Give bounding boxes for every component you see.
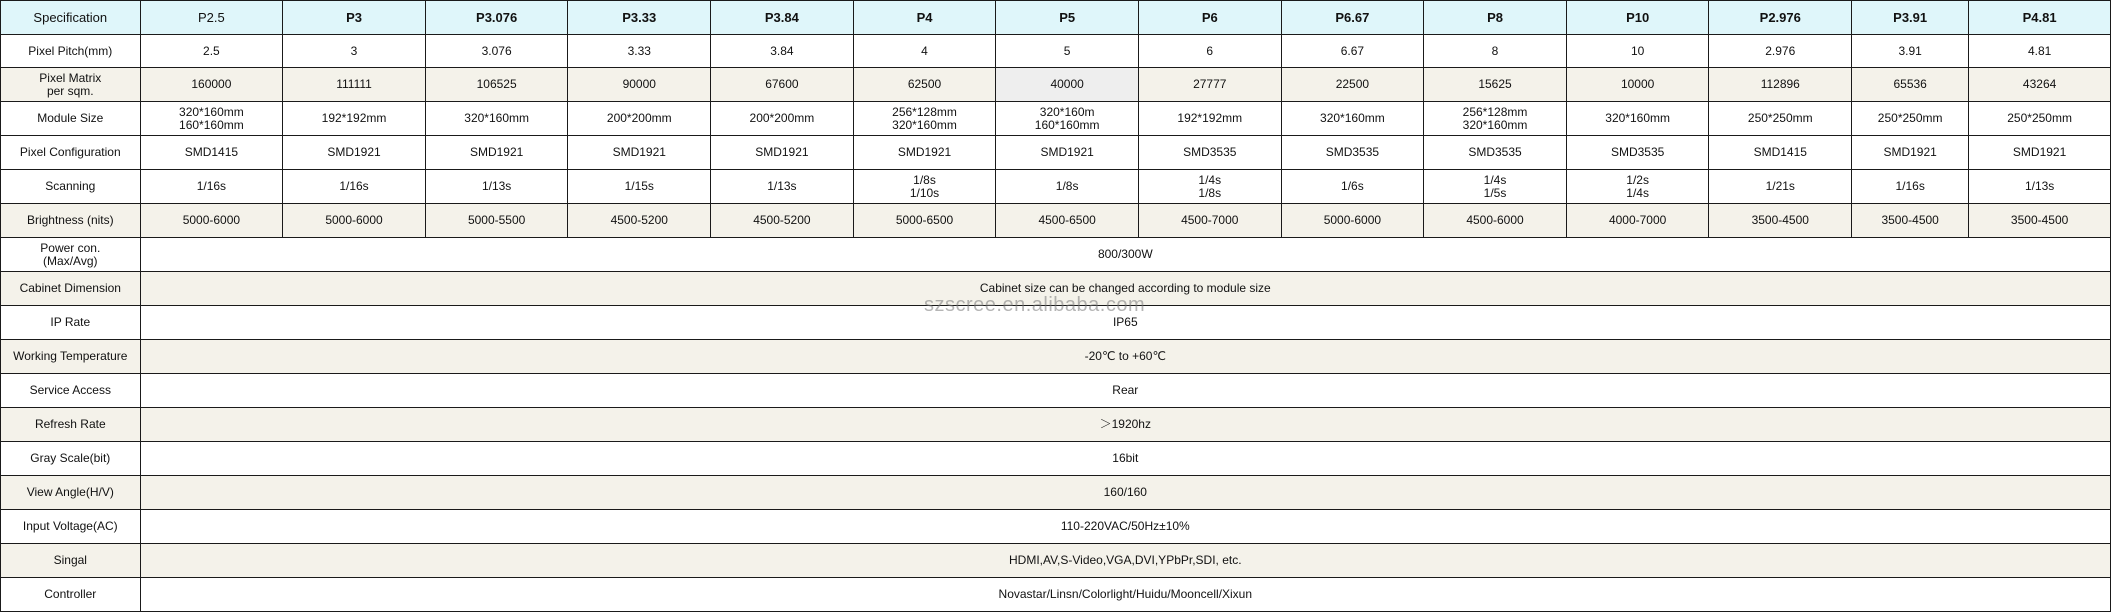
- table-cell: 2.5: [140, 35, 283, 68]
- merged-cell: 800/300W: [140, 238, 2110, 272]
- spec-header-label: Specification: [1, 1, 141, 35]
- table-cell: 6.67: [1281, 35, 1424, 68]
- merged-cell: Rear: [140, 374, 2110, 408]
- row-label: Input Voltage(AC): [1, 510, 141, 544]
- table-cell: 1/6s: [1281, 170, 1424, 204]
- table-cell: 106525: [425, 68, 568, 102]
- cell-line: 1/4s: [1198, 172, 1222, 187]
- table-cell: 4500-5200: [568, 204, 711, 238]
- row-module-size: [1, 102, 2111, 136]
- table-cell: 3.91: [1852, 35, 1969, 68]
- merged-cell: HDMI,AV,S-Video,VGA,DVI,YPbPr,SDI, etc.: [140, 544, 2110, 578]
- cell-line: 1/2s: [1626, 172, 1649, 187]
- table-cell: 22500: [1281, 68, 1424, 102]
- table-cell: SMD1921: [853, 136, 996, 170]
- table-cell: 1/16s: [1852, 170, 1969, 204]
- merged-cell: Novastar/Linsn/Colorlight/Huidu/Mooncell/Xixun: [140, 578, 2110, 612]
- header-row: [1, 1, 2111, 35]
- label-line: Power con.: [40, 240, 101, 255]
- table-cell: 320*160mm: [1566, 102, 1709, 136]
- table-cell: 5000-6500: [853, 204, 996, 238]
- merged-cell: 16bit: [140, 442, 2110, 476]
- row-controller: [1, 578, 2111, 612]
- table-cell: 67600: [711, 68, 854, 102]
- table-cell: 90000: [568, 68, 711, 102]
- table-cell: 4500-5200: [711, 204, 854, 238]
- watermark-text: szscree.en.alibaba.com: [924, 294, 1146, 316]
- cell-line: 1/4s: [1626, 185, 1649, 200]
- row-label: Pixel Configuration: [1, 136, 141, 170]
- model-header: P3.84: [711, 1, 854, 35]
- table-cell: 4500-6000: [1424, 204, 1567, 238]
- row-service-access: [1, 374, 2111, 408]
- table-cell: 5: [996, 35, 1139, 68]
- table-cell: 250*250mm: [1852, 102, 1969, 136]
- model-header: P3.33: [568, 1, 711, 35]
- cell-line: 320*160m: [1039, 104, 1095, 119]
- table-cell: SMD1921: [283, 136, 426, 170]
- cell-line: 1/8s: [1198, 185, 1222, 200]
- table-cell: SMD1921: [711, 136, 854, 170]
- table-cell: 3.33: [568, 35, 711, 68]
- cell-line: 256*128mm: [1462, 104, 1528, 119]
- row-brightness: [1, 204, 2111, 238]
- table-cell: SMD3535: [1281, 136, 1424, 170]
- table-cell: 250*250mm: [1969, 102, 2111, 136]
- label-line: (Max/Avg): [43, 253, 98, 268]
- table-cell: 27777: [1138, 68, 1281, 102]
- model-header: P5: [996, 1, 1139, 35]
- table-cell: SMD3535: [1138, 136, 1281, 170]
- table-cell: 3500-4500: [1852, 204, 1969, 238]
- row-working-temperature: [1, 340, 2111, 374]
- table-cell: 65536: [1852, 68, 1969, 102]
- row-pixel-pitch: [1, 35, 2111, 68]
- table-cell: 3.84: [711, 35, 854, 68]
- table-cell: 5000-6000: [140, 204, 283, 238]
- table-cell: 4500-6500: [996, 204, 1139, 238]
- row-label: View Angle(H/V): [1, 476, 141, 510]
- row-label: Working Temperature: [1, 340, 141, 374]
- table-cell: 3500-4500: [1709, 204, 1852, 238]
- table-cell: 10000: [1566, 68, 1709, 102]
- table-cell: 1/8s: [996, 170, 1139, 204]
- table-cell: 192*192mm: [1138, 102, 1281, 136]
- table-cell: 8: [1424, 35, 1567, 68]
- cell-line: 1/4s: [1483, 172, 1507, 187]
- table-cell: [853, 170, 996, 204]
- table-cell: SMD1415: [140, 136, 283, 170]
- table-cell: 3.076: [425, 35, 568, 68]
- table-cell: SMD1921: [1969, 136, 2111, 170]
- row-ip-rate: [1, 306, 2111, 340]
- table-cell: SMD1415: [1709, 136, 1852, 170]
- row-label: Scanning: [1, 170, 141, 204]
- row-cabinet-dimension: [1, 272, 2111, 306]
- cell-line: 320*160mm: [1462, 117, 1528, 132]
- row-label: Module Size: [1, 102, 141, 136]
- table-cell: 1/21s: [1709, 170, 1852, 204]
- table-cell: 5000-6000: [283, 204, 426, 238]
- table-cell: 4: [853, 35, 996, 68]
- table-cell: SMD1921: [568, 136, 711, 170]
- row-label: Controller: [1, 578, 141, 612]
- model-header: P6.67: [1281, 1, 1424, 35]
- table-cell: 6: [1138, 35, 1281, 68]
- table-cell: SMD3535: [1566, 136, 1709, 170]
- table-cell: [1424, 170, 1567, 204]
- table-cell: 1/15s: [568, 170, 711, 204]
- table-cell: [853, 102, 996, 136]
- row-refresh-rate: [1, 408, 2111, 442]
- merged-cell: 160/160: [140, 476, 2110, 510]
- cell-line: 320*160mm: [179, 104, 244, 119]
- row-scanning: [1, 170, 2111, 204]
- table-cell: 5000-6000: [1281, 204, 1424, 238]
- table-cell: 3: [283, 35, 426, 68]
- cell-line: 320*160mm: [892, 117, 957, 132]
- table-cell: 4000-7000: [1566, 204, 1709, 238]
- table-cell: 160000: [140, 68, 283, 102]
- row-label: Cabinet Dimension: [1, 272, 141, 306]
- table-cell: 15625: [1424, 68, 1567, 102]
- table-cell: SMD3535: [1424, 136, 1567, 170]
- row-pixel-configuration: [1, 136, 2111, 170]
- row-view-angle: [1, 476, 2111, 510]
- table-cell: 200*200mm: [711, 102, 854, 136]
- table-cell: 2.976: [1709, 35, 1852, 68]
- row-input-voltage: [1, 510, 2111, 544]
- cell-line: 160*160mm: [179, 117, 244, 132]
- row-label: Singal: [1, 544, 141, 578]
- table-cell: 62500: [853, 68, 996, 102]
- table-cell: 200*200mm: [568, 102, 711, 136]
- row-label: [1, 238, 141, 272]
- table-cell: 1/13s: [425, 170, 568, 204]
- merged-cell: Cabinet size can be changed according to module size: [140, 272, 2110, 306]
- table-cell: SMD1921: [996, 136, 1139, 170]
- table-cell: SMD1921: [425, 136, 568, 170]
- table-cell: 111111: [283, 68, 426, 102]
- cell-line: 1/10s: [909, 185, 940, 200]
- label-line: per sqm.: [46, 83, 94, 98]
- row-gray-scale: [1, 442, 2111, 476]
- table-cell: [996, 102, 1139, 136]
- table-cell: 192*192mm: [283, 102, 426, 136]
- table-cell: 112896: [1709, 68, 1852, 102]
- table-cell: 1/16s: [283, 170, 426, 204]
- merged-cell: IP65: [140, 306, 2110, 340]
- table-cell: 5000-5500: [425, 204, 568, 238]
- table-cell: 4500-7000: [1138, 204, 1281, 238]
- row-label: Gray Scale(bit): [1, 442, 141, 476]
- row-label: Brightness (nits): [1, 204, 141, 238]
- table-cell: 320*160mm: [425, 102, 568, 136]
- table-cell: 250*250mm: [1709, 102, 1852, 136]
- row-label: Service Access: [1, 374, 141, 408]
- cell-line: 1/5s: [1483, 185, 1507, 200]
- table-cell: 4.81: [1969, 35, 2111, 68]
- model-header: P10: [1566, 1, 1709, 35]
- row-label: [1, 68, 141, 102]
- table-cell: 10: [1566, 35, 1709, 68]
- merged-cell: -20℃ to +60℃: [140, 340, 2110, 374]
- table-cell: SMD1921: [1852, 136, 1969, 170]
- row-label: Pixel Pitch(mm): [1, 35, 141, 68]
- table-cell: 1/13s: [1969, 170, 2111, 204]
- model-header: P3.076: [425, 1, 568, 35]
- table-cell: 1/16s: [140, 170, 283, 204]
- cell-line: 256*128mm: [892, 104, 957, 119]
- merged-cell: 110-220VAC/50Hz±10%: [140, 510, 2110, 544]
- model-header: P4: [853, 1, 996, 35]
- row-pixel-matrix: [1, 68, 2111, 102]
- table-cell: 320*160mm: [1281, 102, 1424, 136]
- model-header: P4.81: [1969, 1, 2111, 35]
- table-cell: 43264: [1969, 68, 2111, 102]
- cell-line: 1/8s: [913, 172, 936, 187]
- model-header: P3: [283, 1, 426, 35]
- table-cell: 1/13s: [711, 170, 854, 204]
- model-header: P2.976: [1709, 1, 1852, 35]
- row-power-consumption: [1, 238, 2111, 272]
- table-cell: [1424, 102, 1567, 136]
- row-label: Refresh Rate: [1, 408, 141, 442]
- row-label: IP Rate: [1, 306, 141, 340]
- label-line: Pixel Matrix: [39, 70, 102, 85]
- merged-cell: ＞1920hz: [140, 408, 2110, 442]
- table-cell: [140, 102, 283, 136]
- model-header: P2.5: [140, 1, 283, 35]
- table-cell: 40000: [996, 68, 1139, 102]
- model-header: P3.91: [1852, 1, 1969, 35]
- model-header: P8: [1424, 1, 1567, 35]
- model-header: P6: [1138, 1, 1281, 35]
- row-signal: [1, 544, 2111, 578]
- table-cell: 3500-4500: [1969, 204, 2111, 238]
- table-cell: [1138, 170, 1281, 204]
- table-cell: [1566, 170, 1709, 204]
- cell-line: 160*160mm: [1034, 117, 1100, 132]
